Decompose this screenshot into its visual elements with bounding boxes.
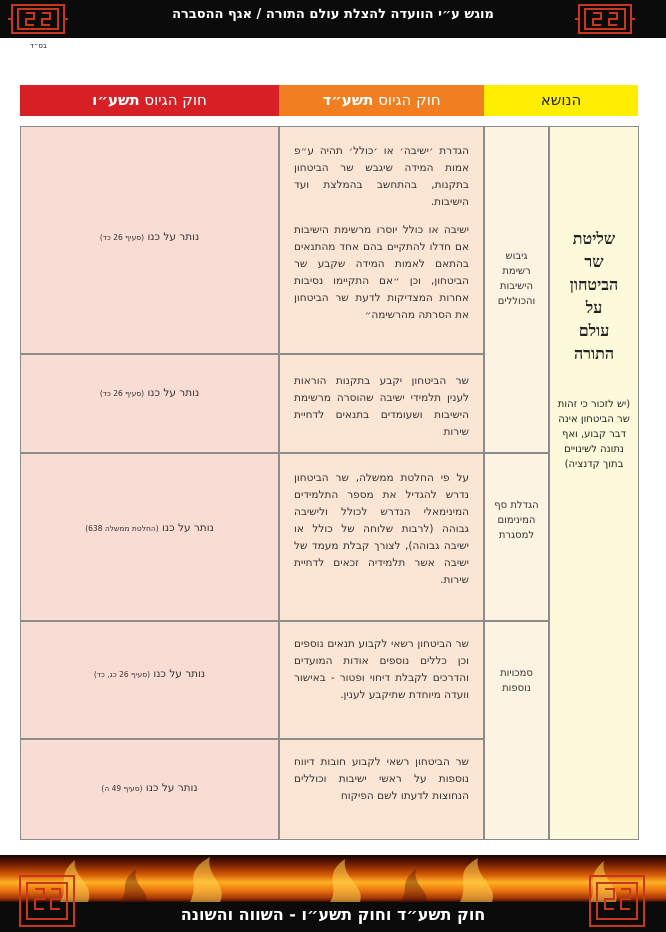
- top-banner: [0, 0, 666, 38]
- header-topic: [484, 85, 638, 116]
- law-5776-cell: [20, 453, 279, 621]
- main-topic-line: שליטת: [572, 229, 616, 248]
- law-5774-paragraph: הגדרת ׳ישיבה׳ או ׳כולל׳ תהיה ע״פ אמות המידה שיגבש שר הביטחון בתקנות, בהתחשב בהמלצת ועד הישיבות.: [294, 145, 469, 208]
- law-5774-paragraph: שר הביטחון יקבע בתקנות הוראות לענין תלמידי ישיבה שהוסרה מרשימת הישיבות ושעומדים בתנאים לדחיית שירות: [294, 375, 469, 438]
- law-5774-paragraph: ישיבה או כולל יוסרו מרשימת הישיבות אם חדלו להתקיים בהם אחד מהתנאים בהתאם לאמות המידה שקבע שר הביטחון, וכן ״אם התקיימו נסיבות אחרות המצדיקות לדעת שר הביטחון את הסרתה מהרשימה״: [294, 224, 469, 321]
- law-5776-cell: [20, 621, 279, 739]
- bottom-banner: [0, 902, 666, 932]
- main-topic-line: עולם: [578, 321, 610, 340]
- law-5776-cell: [20, 354, 279, 453]
- law-5776-text: [25, 668, 274, 680]
- law-5774-cell: [279, 621, 484, 739]
- ornament-logo-left: [8, 1, 68, 37]
- main-topic-line: על: [585, 298, 603, 317]
- law-5776-text: [25, 231, 274, 243]
- header-law-5774-year: תשע״ד: [322, 91, 374, 109]
- law-5776-status: נותר על כנו: [147, 387, 200, 399]
- ornament-logo-right: [575, 1, 635, 37]
- header-law-5774: [279, 85, 484, 116]
- header-law-5776-prefix: חוק הגיוס: [139, 91, 207, 109]
- law-5776-status: נותר על כנו: [147, 231, 200, 243]
- ornament-logo-bottom-right: [586, 872, 648, 930]
- law-5776-text: [25, 387, 274, 399]
- law-5776-status: נותר על כנו: [145, 782, 198, 794]
- law-5776-status: נותר על כנו: [162, 522, 214, 534]
- main-topic-note: (יש לזכור כי זהות שר הביטחון אינה דבר קבוע, ואף נתונה לשינויים בתוך קדנציה): [557, 399, 631, 470]
- main-topic-line: התורה: [573, 344, 615, 363]
- law-5774-text: [294, 754, 469, 816]
- subtopic-text: [487, 666, 546, 696]
- law-5774-paragraph: שר הביטחון רשאי לקבוע חובות דיווח נוספות על ראשי ישיבות וכוללים הנחוצות לדעתו לשם הפיקוח: [294, 756, 469, 802]
- subtopic-text: [487, 249, 546, 309]
- law-5776-reference: (סעיף 26 כד): [99, 233, 145, 242]
- subtopic-line: גיבוש: [505, 251, 528, 262]
- law-5776-reference: (סעיף 26 כד): [99, 389, 145, 398]
- subtopic-line: למסגרת: [498, 530, 535, 541]
- header-law-5776-year: תשע״ו: [92, 91, 140, 109]
- law-5776-reference: (סעיף 49 ה): [101, 784, 143, 793]
- law-5774-paragraph: שר הביטחון רשאי לקבוע תנאים נוספים וכן כללים נוספים אודות המועדים והדרכים לקבלת דיחוי ופטור - באישור וועדה מיוחדת שתיקבע לענין.: [294, 638, 469, 701]
- subtopic-cell: [484, 621, 549, 840]
- header-law-5774-prefix: חוק הגיוס: [373, 91, 441, 109]
- law-5776-status: נותר על כנו: [153, 668, 206, 680]
- main-topic-cell: [549, 126, 639, 840]
- law-5776-reference: (סעיף 26 כג, כד): [93, 670, 151, 679]
- subtopic-line: המינימום: [497, 515, 536, 526]
- law-5774-text: [294, 373, 469, 452]
- law-5774-cell: [279, 739, 484, 840]
- subtopic-line: והכוללים: [497, 296, 536, 307]
- fire-decoration: [0, 855, 666, 902]
- law-5774-text: [294, 143, 469, 335]
- law-5776-reference: (החלטת ממשלה 638): [85, 524, 159, 533]
- header-law-5776: [20, 85, 279, 116]
- ornament-logo-bottom-left: [16, 872, 78, 930]
- subtopic-cell: [484, 126, 549, 453]
- subtopic-line: הגדלת סף: [494, 500, 539, 511]
- subtopic-line: רשימת: [502, 266, 531, 277]
- law-5774-text: [294, 636, 469, 715]
- law-5776-cell: [20, 126, 279, 354]
- law-5774-cell: [279, 453, 484, 621]
- main-topic-line: שר: [584, 252, 604, 271]
- main-topic-line: הביטחון: [569, 275, 619, 294]
- subtopic-text: [487, 498, 546, 543]
- bsd-mark: בס״ד: [30, 42, 47, 50]
- main-topic-title: [550, 227, 638, 365]
- law-5776-text: [25, 782, 274, 794]
- bottom-title: חוק תשע״ד וחוק תשע״ו - השווה והשונה: [180, 905, 486, 924]
- law-5776-cell: [20, 739, 279, 840]
- law-5774-text: [294, 470, 469, 600]
- law-5774-cell: [279, 354, 484, 453]
- subtopic-cell: [484, 453, 549, 621]
- banner-title: מוגש ע״י הוועדה להצלת עולם התורה / אגף ההסברה: [172, 7, 494, 22]
- subtopic-line: הישיבות: [499, 281, 534, 292]
- law-5774-cell: [279, 126, 484, 354]
- subtopic-line: נוספות: [502, 683, 531, 694]
- law-5774-paragraph: על פי החלטת ממשלה, שר הביטחון נדרש להגדיל את מספר התלמידים המינימאלי הנדרש לכולל ולישיבה גבוהה (לרבות שלוחה של כולל או ישיבה גבוהה), לצורך קבלת מעמד של ישיבה אשר תלמידיה זכאים לדחיית שירות.: [294, 472, 469, 586]
- header-topic-label: הנושא: [540, 91, 582, 109]
- subtopic-line: סמכויות: [500, 668, 533, 679]
- law-5776-text: [25, 522, 274, 534]
